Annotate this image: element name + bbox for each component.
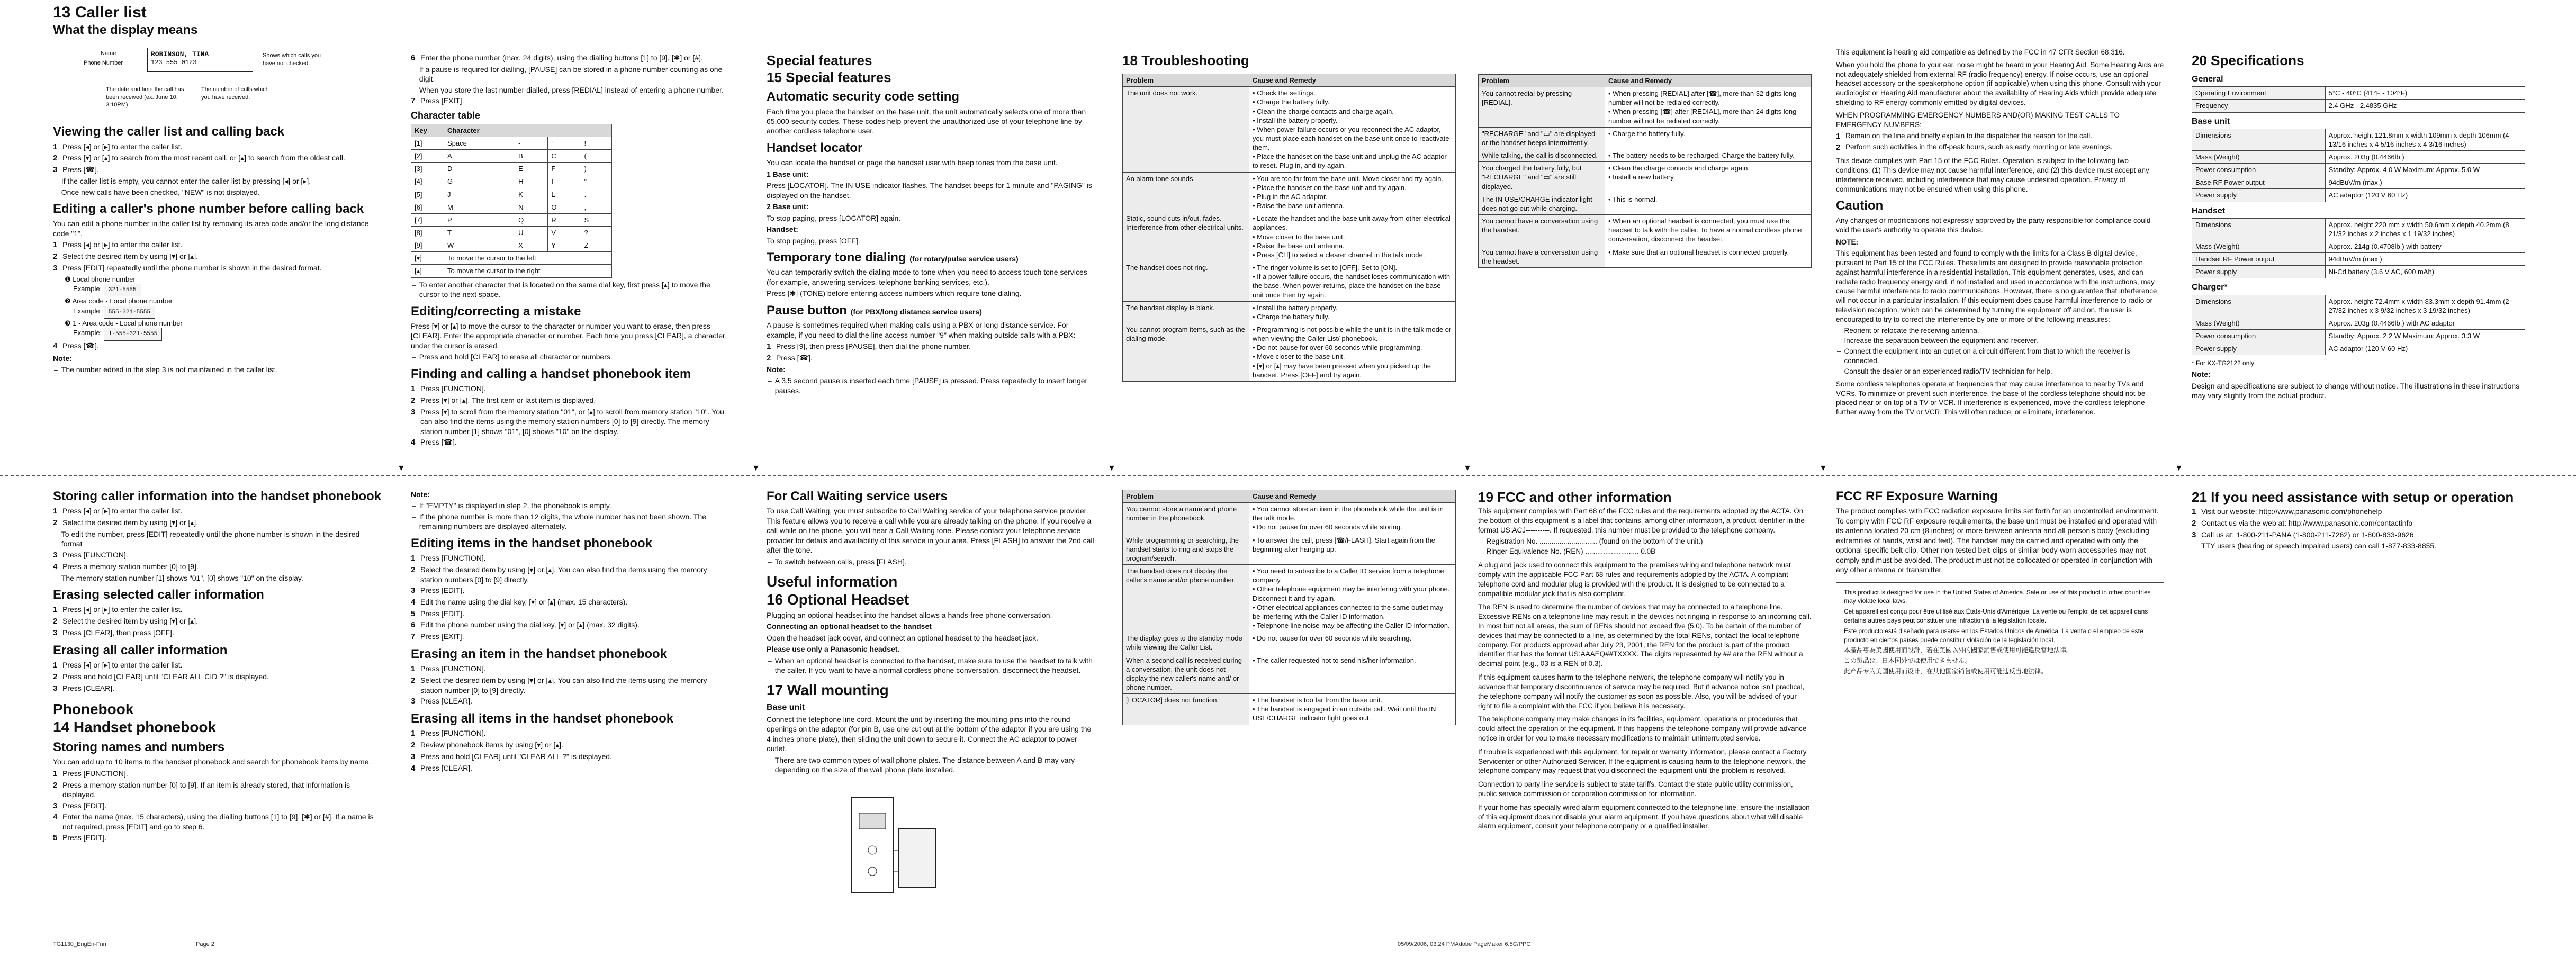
special-chapter: 15 Special features [767, 69, 891, 86]
step: 2 Select the desired item by using [▾] or [▴]. [53, 518, 199, 528]
table-row: Power supply Ni-Cd battery (3.6 V AC, 600 mAh) [2192, 266, 2525, 278]
table-row: You cannot have a conversation using the handset. • When an optional headset is connected, you must use the headset to talk with the caller. To have a normal cordless phone conversation, disconnect the headset. [1479, 215, 1812, 246]
spec-table-general [2192, 86, 2525, 112]
locator-base: Press [LOCATOR]. The IN USE indicator flashes. The handset beeps for 1 minute and "PAGING" is displayed on the handset. [767, 181, 1092, 200]
call-waiting-panel [767, 490, 1095, 937]
table-row: "RECHARGE" and "▭" are displayed or the handset beeps intermittently. • Charge the battery fully. [1479, 127, 1812, 149]
note-item: – Press and hold [CLEAR] to erase all character or numbers. [411, 352, 728, 362]
erase-selected-title: Erasing selected caller information [53, 587, 264, 602]
auto-text: Each time you place the handset on the base unit, the unit automatically selects one of more than 65,000 security codes. These codes help prevent the unauthorized use of your telephone line by another cordless telephone user. [767, 107, 1086, 136]
step: 3 Press [EDIT] repeatedly until the phone number is shown in the desired format. [53, 263, 322, 273]
reg-item: – Registration No. ............................. (found on the bottom of the unit.) [1478, 537, 1812, 546]
table-row: The unit does not work. • Check the settings. • Charge the battery fully. • Clean the charge contacts and charge again. • Install the battery properly. • When power failure occurs or you reconnect the AC adaptor, you must place each handset on the base unit once to reactivate them. • Place the handset on the base unit and unplug the AC adaptor to reset. Plug in, and try again. [1123, 87, 1456, 172]
char-row: [7] P Q R S [411, 213, 612, 226]
fold-line [0, 475, 2576, 476]
correct-text: Press [▾] or [▴] to move the cursor to the character or number you want to erase, then press [CLEAR]. Enter the appropriate character or number. Each time you press [CLEAR], a character under the cursor is erased. [411, 321, 725, 350]
auto-security-title: Automatic security code setting [767, 89, 960, 104]
store-title: Storing caller information into the handset phonebook [53, 490, 381, 503]
step: 2 Select the desired item by using [▾] or [▴]. [53, 617, 199, 626]
charger-note: * For KX-TG2122 only [2192, 359, 2255, 367]
headset-chapter: 16 Optional Headset [767, 591, 909, 608]
troubleshooting-panel-2 [1478, 74, 1812, 461]
fold-marker: ▼ [1463, 464, 1472, 473]
table-row: Mass (Weight) Approx. 203g (0.4466lb.) with AC adaptor [2192, 317, 2525, 329]
step: 2 Press a memory station number [0] to [9]. If an item is already stored, that information is displayed. [53, 780, 350, 799]
troubleshooting-table: Problem Cause and Remedy You cannot redial by pressing [REDIAL]. • When pressing [REDIAL] after [☎], more than 32 digits long number will not be redialed correctly. • When pressing [☎] after [REDIAL], more than 24 digits long number will not be redialed correctly. "RECHARGE" and "▭" are displayed or the handset beeps intermittently. • Charge the battery fully. While talking, the call is disconnected. • The battery needs to be recharged. Charge the battery fully. You charged the battery fully, but "RECHARGE" and "▭" are still displayed. • Clean the charge contacts and charge again. • Install a new battery. The IN USE/CHARGE indicator light does not go out while charging. • This is normal. You cannot have a conversation using the handset. • When an optional headset is connected, you must use the headset to talk with the caller. To have a normal cordless phone conversation, disconnect the headset. You cannot have a conversation using the headset. • Make sure that an optional headset is connected properly. [1478, 74, 1812, 268]
lcd-display [147, 48, 253, 72]
char-row: [9] W X Y Z [411, 239, 612, 252]
note-item: – If "EMPTY" is displayed in step 2, the phonebook is empty. [411, 501, 728, 510]
lcd-name: ROBINSON, TINA [151, 50, 209, 59]
char-table-title: Character table [411, 110, 481, 121]
table-row: Frequency 2.4 GHz - 2.4835 GHz [2192, 100, 2525, 112]
edit-items-title: Editing items in the handset phonebook [411, 536, 653, 551]
step: 3 Press [CLEAR], then press [OFF]. [53, 628, 174, 637]
step: 3 Press [EDIT]. [411, 586, 465, 595]
table-row: Dimensions Approx. height 121.8mm x width 109mm x depth 106mm (4 13/16 inches x 4 5/16 inches x 4 3/16 inches) [2192, 129, 2525, 150]
step: 1 Press [◂] or [▸] to enter the caller list. [53, 661, 183, 670]
specs-title: 20 Specifications [2192, 53, 2304, 68]
troubleshooting-title: 18 Troubleshooting [1122, 53, 1249, 68]
fold-marker: ▼ [1819, 464, 1827, 473]
table-row: Mass (Weight) Approx. 214g (0.4708lb.) with battery [2192, 240, 2525, 252]
format-list: ❶ Local phone number Example: 321-5555 ❷ Area code - Local phone number Example: 555-321-5555 ❸ 1 - Area code - Local phone number Example: 1-555-321-5555 [53, 275, 381, 341]
locator-stop: To stop paging, press [LOCATOR] again. [767, 213, 901, 222]
correct-title: Editing/correcting a mistake [411, 304, 581, 319]
spec-notes: Design and specifications are subject to change without notice. The illustrations in these instructions may vary slightly from the actual product. [2192, 381, 2520, 400]
note-item: – To edit the number, press [EDIT] repeatedly until the phone number is shown in the desired format [53, 529, 381, 549]
step: 7 Press [EXIT]. [411, 96, 464, 106]
panasonic-only: Please use only a Panasonic headset. [767, 645, 900, 654]
table-row: You charged the battery fully, but "RECHARGE" and "▭" are still displayed. • Clean the charge contacts and charge again. • Install a new battery. [1479, 162, 1812, 193]
edit-intro: You can edit a phone number in the caller list by removing its area code and/or the long distance code "1". [53, 219, 369, 238]
edit-phonebook-panel [411, 490, 728, 937]
footer-file: TG1130_EngEn-Fnn [53, 941, 106, 948]
rf-exposure-panel [1836, 490, 2164, 937]
troubleshooting-panel-3 [1122, 490, 1456, 937]
fold-marker: ▼ [397, 464, 406, 473]
step: 1 Press [FUNCTION]. [411, 729, 486, 738]
table-row: Base RF Power output 94dBuV/m (max.) [2192, 176, 2525, 189]
char-row: [5] J K L . [411, 188, 612, 201]
hearing-aid-panel [1836, 48, 2164, 461]
store-caller-panel [53, 490, 381, 937]
step: 6 Edit the phone number using the dial key, [▾] or [▴] (max. 32 digits). [411, 620, 640, 630]
table-row: Power consumption Standby: Approx. 2.2 W Maximum: Approx. 3.3 W [2192, 330, 2525, 342]
table-row: Handset RF Power output 94dBuV/m (max.) [2192, 253, 2525, 266]
step: 2 Select the desired item by using [▾] or [▴]. [53, 252, 199, 261]
step: 1 Press [◂] or [▸] to enter the caller list. [53, 507, 183, 516]
step: 2 Press and hold [CLEAR] until "CLEAR ALL CID ?" is displayed. [53, 672, 269, 681]
phonebook-chapter: 14 Handset phonebook [53, 718, 217, 735]
table-row: While programming or searching, the handset starts to ring and stops the program/search. • To answer the call, press [☎/FLASH]. Start again from the beginning after hanging up. [1123, 534, 1456, 564]
table-row: You cannot program items, such as the dialing mode. • Programming is not possible while the unit is in the talk mode or when viewing the Caller List/ phonebook. • Do not pause for over 60 seconds while programming. • Move closer to the base unit. • [▾] or [▴] may have been pressed when you picked up the handset. Press [OFF] and try again. [1123, 323, 1456, 381]
step: 1 Press [◂] or [▸] to enter the caller list. [53, 605, 183, 615]
troubleshooting-table: Problem Cause and Remedy The unit does not work. • Check the settings. • Charge the battery fully. • Clean the charge contacts and charge again. • Install the battery properly. • When power failure occurs or you reconnect the AC adaptor, you must place each handset on the base unit once to reactivate them. • Place the handset on the base unit and unplug the AC adaptor to reset. Plug in, and try again. An alarm tone sounds. • You are too far from the base unit. Move closer and try again. • Place the handset on the base unit and try again. • Plug in the AC adaptor. • Raise the base unit antenna. Static, sound cuts in/out, fades. Interference from other electrical units. • Locate the handset and the base unit away from other electrical appliances. • Move closer to the base unit. • Raise the base unit antenna. • Press [CH] to select a clearer channel in the talk mode. The handset does not ring. • The ringer volume is set to [OFF]. Set to [ON]. • If a power failure occurs, the handset loses communication with the base. When power returns, place the handset on the base unit once then try again. The handset display is blank. • Install the battery properly. • Charge the battery fully. You cannot program items, such as the dialing mode. • Programming is not possible while the unit is in the talk mode or when viewing the Caller List/ phonebook. • Do not pause for over 60 seconds while programming. • Move closer to the base unit. • [▾] or [▴] may have been pressed when you picked up the handset. Press [OFF] and try again. [1122, 74, 1456, 382]
fig-shows-label: Shows which calls you have not checked. [263, 52, 321, 67]
fig-phone-label: Phone Number [84, 60, 123, 67]
note-item: – Once new calls have been checked, "NEW" is not displayed. [53, 187, 381, 197]
note-label: Note: [2192, 370, 2211, 379]
spec-table-base [2192, 129, 2525, 202]
step: 2 Contact us via the web at: http://www.panasonic.com/contactinfo [2192, 518, 2413, 528]
footer-date: 05/09/2006, 03:24 PMAdobe PageMaker 6.5C/PPC [1398, 941, 1531, 948]
step: 3 Press [CLEAR]. [411, 697, 473, 706]
opt-text: Plugging an optional headset into the handset allows a hands-free phone conversation. [767, 610, 1052, 619]
spec-section: Handset [2192, 206, 2226, 215]
erase-item-title: Erasing an item in the handset phonebook [411, 646, 668, 661]
step: 1 Remain on the line and briefly explain to the dispatcher the reason for the call. [1836, 131, 2093, 141]
fcc-title: 19 FCC and other information [1478, 490, 1672, 505]
step: 4 Edit the name using the dial key, [▾] or [▴] (max. 15 characters). [411, 597, 628, 607]
step: 4 Press a memory station number [0] to [9]. [53, 562, 199, 571]
step: 4 Press [CLEAR]. [411, 763, 473, 773]
fold-marker: ▼ [2175, 464, 2183, 473]
step: 2 Perform such activities in the off-peak hours, such as early morning or late evenings. [1836, 143, 2113, 152]
note-label: Note: [53, 354, 72, 363]
step: 5 Press [EDIT]. [53, 833, 107, 843]
table-row: The IN USE/CHARGE indicator light does not go out while charging. • This is normal. [1479, 193, 1812, 214]
reg-item: – Ringer Equivalence No. (REN) ........................... 0.0B [1478, 547, 1812, 556]
tty-text: TTY users (hearing or speech impaired users) can call 1-877-833-8855. [2201, 542, 2437, 551]
table-row: Dimensions Approx. height 72.4mm x width 83.3mm x depth 91.4mm (2 27/32 inches x 3 9/32 inches x 3 19/32 inches) [2192, 295, 2525, 317]
step: 2 Review phonebook items by using [▾] or [▴]. [411, 741, 564, 750]
note-item: – If the caller list is empty, you cannot enter the caller list by pressing [◂] or [▸]. [53, 176, 381, 186]
table-row: Operating Environment 5°C - 40°C (41°F - 104°F) [2192, 87, 2525, 100]
caller-list-title: 13 Caller list [53, 4, 147, 21]
step: 3 Press [CLEAR]. [53, 683, 115, 693]
fold-marker: ▼ [752, 464, 760, 473]
char-row: [8] T U V ? [411, 227, 612, 239]
connect-text: Open the headset jack cover, and connect an optional headset to the headset jack. [767, 633, 1038, 642]
region-warning-box: This product is designed for use in the United States of America. Sale or use of this product in other countries may violate local laws. Cet appareil est conçu pour être utilisé aux États-Unis d'Amérique. La vente ou l'emploi de cet appareil dans certains autres pays peut constituer une infraction à la législation locale. Este producto está diseñado para usarse en los Estados Unidos de América. La venta o el empleo de este producto en ciertos países puede constituir violación de la legislación local. 本產品專為美國使用而設計，若在美國以外的國家銷售或使用可能違反當地法律。 この製品は、日本国外では使用できません。 此产品专为美国使用而设计，在其他国家销售或使用可能违反当地法律。 [1836, 582, 2164, 683]
spec-section: Charger* [2192, 283, 2228, 292]
char-row: [6] M N O , [411, 201, 612, 213]
interference-text: Some cordless telephones operate at frequencies that may cause interference to nearby TVs and VCRs. To minimize or prevent such interference, the base of the cordless telephone should not be placed near or on top of a TV or VCR. If interference is experienced, move the cordless telephone further away from the TV or VCR. This will often reduce, or eliminate, interference. [1836, 380, 2146, 417]
rf-title: FCC RF Exposure Warning [1836, 490, 1998, 503]
step: 1 Press [FUNCTION]. [411, 664, 486, 674]
fcc-text: Connection to party line service is subject to state tariffs. Contact the state public utility commission, public service commission or corporation commission for information. [1478, 780, 1793, 798]
handset-label: Handset: [767, 225, 798, 234]
note-item: – There are two common types of wall phone plates. The distance between A and B may vary depending on the size of the wall phone plate installed. [767, 755, 1095, 775]
step: 6 Enter the phone number (max. 24 digits), using the dialling buttons [1] to [9], [✱] or [#]. [411, 53, 703, 62]
table-row: You cannot store a name and phone number in the phonebook. • You cannot store an item in the phonebook while the unit is in the talk mode. • Do not pause for over 60 seconds while storing. [1123, 503, 1456, 534]
char-row: [2] A B C ( [411, 150, 612, 163]
fig-name-label: Name [101, 50, 116, 57]
note-item: – When you store the last number dialled, press [REDIAL] instead of entering a phone number. [411, 85, 728, 95]
step: 1 Press [◂] or [▸] to enter the caller list. [53, 240, 183, 250]
note-item: – If the phone number is more than 12 digits, the whole number has not been shown. The remaining numbers are displayed alternately. [411, 512, 728, 531]
hearing-text: This equipment is hearing aid compatible as defined by the FCC in 47 CFR Section 68.316. [1836, 48, 2125, 56]
table-row: Dimensions Approx. height 220 mm x width 50.6mm x depth 40.2mm (8 21/32 inches x 2 inches x 1 19/32 inches) [2192, 218, 2525, 240]
assistance-title: 21 If you need assistance with setup or operation [2192, 490, 2514, 505]
caution-title: Caution [1836, 199, 1884, 213]
char-row: [4] G H I " [411, 175, 612, 188]
lcd-number: 123 555 0123 [151, 59, 197, 67]
table-row: The handset does not ring. • The ringer volume is set to [OFF]. Set to [ON]. • If a power failure occurs, the handset loses communication with the base. When power returns, place the handset on the base unit once then try again. [1123, 261, 1456, 302]
note-label: Note: [411, 490, 430, 499]
find-title: Finding and calling a handset phonebook item [411, 366, 691, 381]
locator-handset: To stop paging, press [OFF]. [767, 236, 860, 245]
table-row: Static, sound cuts in/out, fades. Interference from other electrical units. • Locate the handset and the base unit away from other electrical appliances. • Move closer to the base unit. • Raise the base unit antenna. • Press [CH] to select a clearer channel in the talk mode. [1123, 212, 1456, 261]
special-features-panel [767, 53, 1095, 461]
spec-section: General [2192, 75, 2223, 84]
step: 3 Press [FUNCTION]. [53, 550, 128, 560]
tone-text: You can temporarily switch the dialing mode to tone when you need to access touch tone services (for example, answering services, telephone banking services, etc.). [767, 268, 1087, 286]
note-item: – When an optional headset is connected to the handset, make sure to use the headset to talk with the caller. If you want to have a normal cordless phone conversation, disconnect the headset. [767, 656, 1095, 675]
step: 3 Press [EDIT]. [53, 801, 107, 810]
table-row: Mass (Weight) Approx. 203g (0.4466lb.) [2192, 150, 2525, 163]
tone-step: Press [✱] (TONE) before entering access numbers which require tone dialing. [767, 289, 1022, 298]
note-item: – A 3.5 second pause is inserted each time [PAUSE] is pressed. Press repeatedly to insert longer pauses. [767, 376, 1095, 395]
rf-text: The product complies with FCC radiation exposure limits set forth for an uncontrolled environment. To comply with FCC RF exposure requirements, the base unit must be installed and operated with its antenna located 20 cm (8 inches) or more between antenna and all person's body (excluding extremities of hands, wrist and feet). The handset may be carried and operated with only the optional specific belt-clip. Other non-tested belt-clips or similar body-worn accessories may not comply and must be avoided. The product must not be collocated or operated in conjunction with any other antenna or transmitter. [1836, 507, 2159, 574]
edit-number-title: Editing a caller's phone number before calling back [53, 202, 364, 217]
note-text: This equipment has been tested and found to comply with the limits for a Class B digital device, pursuant to Part 15 of the FCC Rules. These limits are designed to provide reasonable protection against harmful interference in a residential installation. This equipment generates, uses, and can radiate radio frequency energy and, if not installed and used in accordance with the instructions, may cause harmful interference to radio communications. However, there is no guarantee that interference will not occur in a particular installation. If this equipment does cause harmful interference to radio or television reception, which can be determined by turning the equipment off and on, the user is encouraged to try to correct the interference by one or more of the following measures: [1836, 249, 2157, 323]
measure-item: – Connect the equipment into an outlet on a circuit different from that to which the receiver is connected. [1836, 347, 2164, 366]
char-row: [3] D E F ) [411, 163, 612, 175]
wall-text: Connect the telephone line cord. Mount the unit by inserting the mounting pins into the round openings on the adaptor (for pin B, use one cut out at the bottom of the adaptor if you are using the 4 inches phone plate), then sliding the unit down to secure it. Connect the AC adaptor to power outlet. [767, 715, 1092, 753]
step: 2 Press [▾] or [▴]. The first item or last item is displayed. [411, 396, 596, 405]
pause-title: Pause button (for PBX/long distance service users) [767, 303, 982, 318]
table-row: Power consumption Standby: Approx. 4.0 W Maximum: Approx. 5.0 W [2192, 164, 2525, 176]
step: 1 Press [9], then press [PAUSE], then dial the phone number. [767, 342, 971, 351]
character-table: Key Character [1] Space - ' ! [2] A B C ( [3] D E F ) [4] G H I " [5] J K L . [6] M N O , [7] P Q R S [8] T U V ? [9] W X Y Z [▾] To move the cursor to the left [▴] To move the cursor to the right [411, 124, 612, 278]
fcc-text: The telephone company may make changes in its facilities, equipment, operations or procedures that could affect the operation of the equipment. If this happens the telephone company will provide advance notice in order for you to make necessary modifications to maintain uninterrupted service. [1478, 715, 1807, 742]
fcc-panel [1478, 490, 1812, 937]
step: 4 Enter the name (max. 15 characters), using the dialling buttons [1] to [9], [✱] or [#]. If a name is not required, press [EDIT] and go to step 6. [53, 813, 374, 831]
troubleshooting-panel-1 [1122, 53, 1456, 461]
display-meaning-title: What the display means [53, 23, 198, 38]
hearing-text-2: When you hold the phone to your ear, noise might be heard in your Hearing Aid. Some Hearing Aids are not adequately shielded from external RF (radio frequency) energy. If noise occurs, use an optional headset accessory or the speakerphone option (if applicable) when using this phone. Consult with your audiologist or Hearing Aid manufacturer about the availability of Hearing Aids which provide adequate shielding to RF energy commonly emitted by digital devices. [1836, 60, 2164, 107]
tone-title: Temporary tone dialing (for rotary/pulse service users) [767, 250, 1019, 265]
table-row: The handset does not display the caller's name and/or phone number. • You need to subscribe to a Caller ID service from a telephone company. • Other telephone equipment may be interfering with your phone. Disconnect it and try again. • Other electrical appliances connected to the same outlet may be interfering with the Caller ID information. • Telephone line noise may be affecting the Caller ID information. [1123, 565, 1456, 632]
step: 2 Select the desired item by using [▾] or [▴]. You can also find the items using the memory station numbers [0] to [9] directly. [411, 565, 707, 584]
connect-title: Connecting an optional headset to the handset [767, 622, 932, 631]
caution-text: Any changes or modifications not expressly approved by the party responsible for compliance could void the user's authority to operate this device. [1836, 216, 2151, 234]
step: 3 Press [☎]. [53, 165, 99, 175]
step: 1 Press [FUNCTION]. [411, 384, 486, 394]
assistance-panel [2192, 490, 2525, 937]
special-title: Special features [767, 53, 872, 68]
character-table-panel [411, 53, 728, 461]
measure-item: – Consult the dealer or an experienced radio/TV technician for help. [1836, 367, 2164, 376]
step: 3 Call us at: 1-800-211-PANA (1-800-211-7262) or 1-800-833-9626 [2192, 530, 2414, 539]
phonebook-title: Phonebook [53, 700, 134, 717]
specifications-panel [2192, 53, 2525, 461]
measure-item: – Increase the separation between the equipment and receiver. [1836, 336, 2164, 346]
table-row: While talking, the call is disconnected. • The battery needs to be recharged. Charge the battery fully. [1479, 149, 1812, 162]
call-waiting-text: To use Call Waiting, you must subscribe to Call Waiting service of your telephone service provider. This feature allows you to receive a call while you are already talking on the phone. If you receive a call while on the phone, you will hear a Call Waiting tone. Please contact your telephone service provider for details and availability of this service in your area. Press [FLASH] to answer the 2nd call after the tone. [767, 507, 1094, 555]
table-row: [LOCATOR] does not function. • The handset is too far from the base unit. • The handset is engaged in an outside call. Wait until the IN USE/CHARGE indicator light goes out. [1123, 694, 1456, 725]
note-item: – The memory station number [1] shows "01", [0] shows "10" on the display. [53, 573, 381, 583]
troubleshooting-table: Problem Cause and Remedy You cannot store a name and phone number in the phonebook. • You cannot store an item in the phonebook while the unit is in the talk mode. • Do not pause for over 60 seconds while storing. While programming or searching, the handset starts to ring and stops the program/search. • To answer the call, press [☎/FLASH]. Start again from the beginning after hanging up. The handset does not display the caller's name and/or phone number. • You need to subscribe to a Caller ID service from a telephone company. • Other telephone equipment may be interfering with your phone. Disconnect it and try again. • Other electrical appliances connected to the same outlet may be interfering with the Caller ID information. • Telephone line noise may be affecting the Caller ID information. The display goes to the standby mode while viewing the Caller List. • Do not pause for over 60 seconds while searching. When a second call is received during a conversation, the unit does not display the new caller's name and/ or phone number. • The caller requested not to send his/her information. [LOCATOR] does not function. • The handset is too far from the base unit. • The handset is engaged in an outside call. Wait until the IN USE/CHARGE indicator light goes out. [1122, 490, 1456, 725]
step: 4 Press [☎]. [411, 438, 457, 447]
display-figure [74, 40, 381, 120]
spec-table-charger [2192, 295, 2525, 356]
call-waiting-title: For Call Waiting service users [767, 490, 948, 503]
useful-title: Useful information [767, 573, 898, 590]
measure-item: – Reorient or relocate the receiving antenna. [1836, 326, 2164, 336]
wall-title: 17 Wall mounting [767, 682, 889, 699]
fcc-text: If trouble is experienced with this equipment, for repair or warranty information, please contact a Factory Servicenter or other Authorized Servicer. If the equipment is causing harm to the telephone network, the telephone company may request that you disconnect the equipment until the problem is resolved. [1478, 747, 1807, 775]
table-row: The handset display is blank. • Install the battery properly. • Charge the battery fully. [1123, 301, 1456, 323]
note-item: – If a pause is required for dialling, [PAUSE] can be stored in a phone number counting as one digit. [411, 65, 728, 84]
step: 2 Select the desired item by using [▾] or [▴]. You can also find the items using the memory station number [0] to [9] directly. [411, 676, 707, 695]
table-row: Power supply AC adaptor (120 V 60 Hz) [2192, 189, 2525, 202]
stop-label: 2 Base unit: [767, 202, 809, 211]
table-row: An alarm tone sounds. • You are too far from the base unit. Move closer and try again. • Place the handset on the base unit and try again. • Plug in the AC adaptor. • Raise the base unit antenna. [1123, 172, 1456, 212]
spec-section: Base unit [2192, 116, 2230, 126]
note-label: Note: [767, 365, 786, 374]
step: 1 Press [FUNCTION]. [411, 554, 486, 563]
char-row: [▾] To move the cursor to the left [411, 252, 612, 265]
viewing-title: Viewing the caller list and calling back [53, 124, 285, 139]
table-row: You cannot have a conversation using the headset. • Make sure that an optional headset is connected properly. [1479, 246, 1812, 267]
fcc-text: The REN is used to determine the number of devices that may be connected to a telephone line. Excessive RENs on a telephone line may result in the devices not ringing in response to an incoming call. In most but not all areas, the sum of RENs should not exceed five (5.0). To be certain of the number of devices that may be connected to a line, as determined by the total RENs, contact the local telephone company. For products approved after July 23, 2001, the REN for the product is part of the product identifier that has the format US:AAAEQ##TXXXX. The digits represented by ## are the REN without a decimal point (e.g., 03 is a REN of 0.3). [1478, 603, 1812, 668]
fig-times-label: The number of calls which you have received. [201, 86, 269, 101]
base-label: 1 Base unit: [767, 169, 809, 178]
fold-marker: ▼ [1107, 464, 1116, 473]
note-item: – To enter another character that is located on the same dial key, first press [▴] to move the cursor to the next space. [411, 280, 728, 300]
emergency-title: WHEN PROGRAMMING EMERGENCY NUMBERS AND(OR) MAKING TEST CALLS TO EMERGENCY NUMBERS: [1836, 111, 2120, 129]
fcc-text: If your home has specially wired alarm equipment connected to the telephone line, ensure the installation of this equipment does not disable your alarm equipment. If you have questions about what will disable alarm equipment, consult your telephone company or a qualified installer. [1478, 803, 1810, 831]
part15-text: This device complies with Part 15 of the FCC Rules. Operation is subject to the following two conditions: (1) This device may not cause harmful interference, and (2) this device must accept any interference received, including interference that may cause undesired operation. Privacy of communications may not be ensured when using this phone. [1836, 157, 2149, 193]
fcc-text: If this equipment causes harm to the telephone network, the telephone company will notify you in advance that temporary discontinuance of service may be required. But if advance notice isn't practical, the telephone company will notify the customer as soon as possible. Also, you will be advised of your right to file a complaint with the FCC if you believe it is necessary. [1478, 673, 1805, 710]
footer-page: Page 2 [196, 941, 214, 948]
table-row: When a second call is received during a conversation, the unit does not display the new caller's name and/ or phone number. • The caller requested not to send his/her information. [1123, 654, 1456, 694]
step: 3 Press and hold [CLEAR] until "CLEAR ALL ?" is displayed. [411, 752, 612, 761]
step: 2 Press [☎]. [767, 354, 813, 363]
caller-list-panel [53, 4, 381, 459]
spec-table-handset [2192, 218, 2525, 279]
erase-all-title: Erasing all caller information [53, 643, 228, 657]
wall-mount-illustration [830, 781, 952, 908]
note-label: NOTE: [1836, 238, 1858, 247]
names-title: Storing names and numbers [53, 740, 225, 755]
note-item: – The number edited in the step 3 is not maintained in the caller list. [53, 365, 381, 374]
step: 1 Press [◂] or [▸] to enter the caller list. [53, 142, 183, 151]
fcc-text: A plug and jack used to connect this equipment to the premises wiring and telephone network must comply with the applicable FCC Part 68 rules and requirements adopted by the ACTA. A compliant telephone cord and modular plug is provided with the product. It is designed to be connected to a compatible modular jack that is also compliant. [1478, 561, 1791, 598]
wall-subtitle: Base unit [767, 702, 805, 712]
table-row: Power supply AC adaptor (120 V 60 Hz) [2192, 342, 2525, 355]
table-row: You cannot redial by pressing [REDIAL]. • When pressing [REDIAL] after [☎], more than 32 digits long number will not be redialed correctly. • When pressing [☎] after [REDIAL], more than 24 digits long number will not be redialed correctly. [1479, 87, 1812, 128]
step: 3 Press [▾] to scroll from the memory station "01", or [▴] to scroll from memory station "10". You can also find the items using the memory station numbers [0] to [9] directly. The memory station number [1] shows "01", [0] shows "10" on the display. [411, 407, 724, 436]
names-intro: You can add up to 10 items to the handset phonebook and search for phonebook items by name. [53, 757, 371, 766]
char-row: [1] Space - ' ! [411, 137, 612, 149]
note-item: – To switch between calls, press [FLASH]. [767, 557, 1095, 566]
step: 1 Visit our website: http://www.panasonic.com/phonehelp [2192, 507, 2382, 517]
pause-text: A pause is sometimes required when making calls using a PBX or long distance service. For example, if you need to dial the line access number "9" when making outside calls with a PBX: [767, 321, 1076, 339]
step: 4 Press [☎]. [53, 341, 99, 350]
fcc-text: This equipment complies with Part 68 of the FCC rules and the requirements adopted by the ACTA. On the bottom of this equipment is a label that contains, among other information, a product identifier in the format US:ACJ----------. If requested, this number must be provided to the telephone company. [1478, 507, 1805, 534]
step: 1 Press [FUNCTION]. [53, 769, 128, 778]
step: 2 Press [▾] or [▴] to search from the most recent call, or [▴] to search from the oldest call. [53, 154, 345, 163]
char-row: [▴] To move the cursor to the right [411, 265, 612, 277]
erase-all-items-title: Erasing all items in the handset phonebook [411, 711, 674, 726]
locator-title: Handset locator [767, 140, 863, 155]
locator-text: You can locate the handset or page the handset user with beep tones from the base unit. [767, 158, 1058, 167]
step: 7 Press [EXIT]. [411, 632, 464, 642]
step: 5 Press [EDIT]. [411, 609, 465, 618]
table-row: The display goes to the standby mode while viewing the Caller List. • Do not pause for over 60 seconds while searching. [1123, 632, 1456, 654]
fig-date-label: The date and time the call has been received (ex. June 10, 3:10PM) [106, 86, 184, 109]
